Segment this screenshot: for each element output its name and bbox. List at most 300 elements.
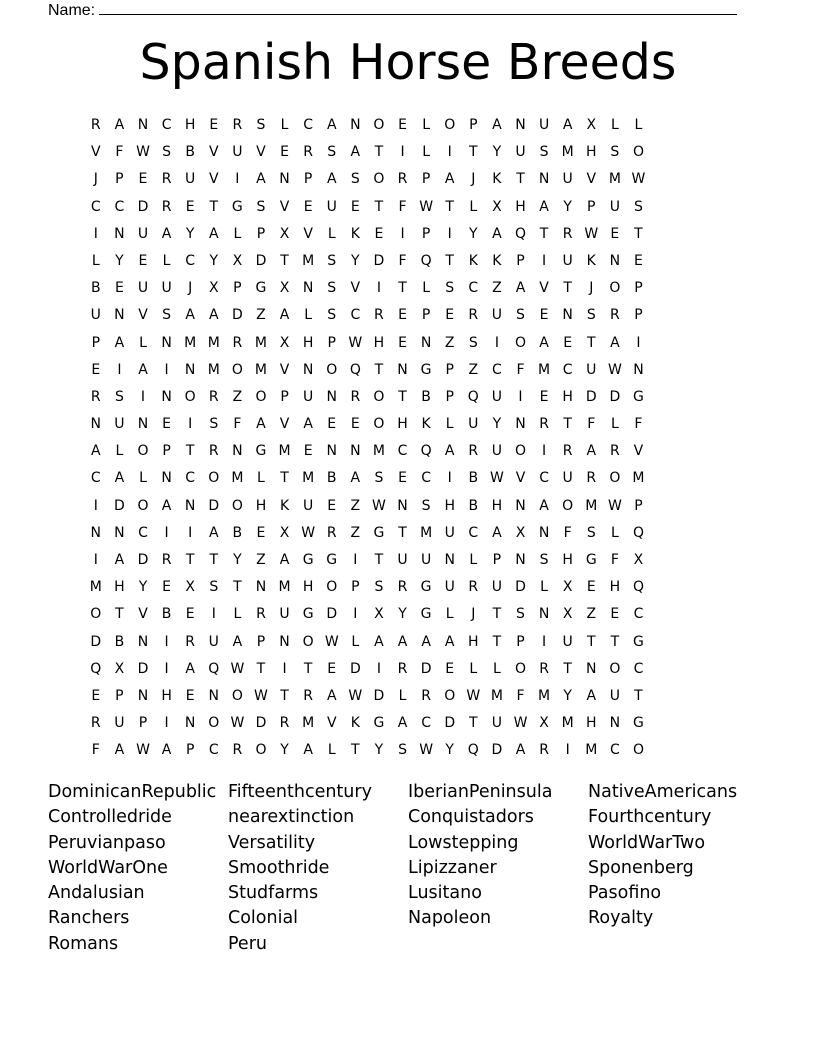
grid-letter[interactable]: R [397, 579, 408, 596]
grid-letter[interactable]: A [138, 361, 148, 378]
grid-letter[interactable]: B [468, 497, 479, 514]
grid-letter[interactable]: K [350, 715, 360, 732]
grid-letter[interactable]: M [585, 497, 598, 514]
grid-letter[interactable]: P [256, 633, 266, 650]
grid-letter[interactable]: A [91, 443, 101, 460]
grid-letter[interactable]: O [231, 687, 243, 704]
grid-letter[interactable]: A [161, 742, 172, 759]
grid-letter[interactable]: C [208, 742, 219, 759]
grid-letter[interactable]: A [303, 416, 313, 433]
grid-letter[interactable]: R [586, 470, 597, 487]
grid-letter[interactable]: R [161, 552, 172, 568]
grid-letter[interactable]: R [208, 388, 219, 405]
grid-letter[interactable]: A [208, 225, 219, 242]
grid-letter[interactable]: N [397, 361, 408, 378]
grid-letter[interactable]: N [184, 715, 196, 732]
grid-letter[interactable]: N [161, 470, 172, 487]
grid-letter[interactable]: V [303, 225, 313, 242]
grid-letter[interactable]: V [326, 715, 337, 732]
grid-letter[interactable]: Y [209, 252, 219, 269]
grid-letter[interactable]: U [538, 117, 550, 133]
grid-letter[interactable]: K [586, 252, 596, 269]
grid-letter[interactable]: H [586, 144, 597, 161]
grid-letter[interactable]: H [491, 497, 503, 514]
grid-letter[interactable]: S [586, 307, 596, 324]
grid-letter[interactable]: N [538, 524, 550, 541]
grid-letter[interactable]: W [301, 524, 316, 541]
grid-letter[interactable]: A [515, 280, 526, 297]
grid-letter[interactable]: H [397, 416, 408, 433]
grid-letter[interactable]: E [445, 660, 455, 677]
grid-letter[interactable]: L [327, 225, 336, 242]
grid-letter[interactable]: Q [632, 524, 644, 541]
grid-letter[interactable]: M [585, 742, 598, 759]
grid-letter[interactable]: R [232, 742, 243, 759]
grid-letter[interactable]: G [420, 579, 432, 596]
grid-letter[interactable]: E [185, 687, 195, 704]
grid-letter[interactable]: Z [444, 334, 455, 351]
grid-letter[interactable]: V [138, 307, 148, 324]
grid-letter[interactable]: A [114, 552, 125, 568]
grid-letter[interactable]: R [562, 443, 573, 460]
grid-letter[interactable]: L [115, 443, 124, 460]
grid-letter[interactable]: U [562, 633, 573, 650]
grid-letter[interactable]: E [398, 334, 407, 351]
grid-letter[interactable]: P [516, 633, 525, 650]
grid-letter[interactable]: G [373, 715, 385, 732]
grid-letter[interactable]: B [114, 633, 125, 650]
grid-letter[interactable]: N [90, 524, 102, 541]
grid-letter[interactable]: P [469, 117, 478, 133]
grid-letter[interactable]: C [468, 280, 479, 297]
grid-letter[interactable]: X [562, 606, 573, 623]
grid-letter[interactable]: W [136, 144, 150, 161]
grid-letter[interactable]: S [256, 117, 266, 133]
grid-letter[interactable]: I [353, 552, 358, 568]
grid-letter[interactable]: L [327, 742, 336, 759]
grid-letter[interactable]: A [114, 742, 125, 759]
grid-letter[interactable]: N [515, 552, 526, 568]
grid-letter[interactable]: E [539, 388, 549, 405]
grid-letter[interactable]: D [137, 660, 149, 677]
grid-letter[interactable]: D [373, 252, 385, 269]
grid-letter[interactable]: X [279, 280, 290, 297]
grid-letter[interactable]: V [138, 606, 148, 623]
grid-letter[interactable]: H [562, 552, 573, 568]
grid-letter[interactable]: U [609, 687, 620, 704]
grid-letter[interactable]: A [586, 687, 597, 704]
grid-letter[interactable]: B [90, 280, 101, 297]
grid-letter[interactable]: S [327, 144, 337, 161]
grid-letter[interactable]: N [137, 633, 149, 650]
grid-letter[interactable]: U [114, 715, 125, 732]
grid-letter[interactable]: G [255, 443, 267, 460]
grid-letter[interactable]: Q [514, 225, 526, 242]
grid-letter[interactable]: N [586, 660, 597, 677]
grid-letter[interactable]: L [610, 416, 619, 433]
grid-letter[interactable]: O [444, 117, 456, 133]
grid-letter[interactable]: N [326, 443, 337, 460]
grid-letter[interactable]: S [350, 171, 360, 188]
grid-letter[interactable]: P [115, 171, 124, 188]
grid-letter[interactable]: A [114, 334, 125, 351]
grid-letter[interactable]: U [491, 579, 503, 596]
grid-letter[interactable]: G [373, 524, 385, 541]
grid-letter[interactable]: J [589, 280, 594, 297]
grid-letter[interactable]: L [445, 606, 454, 623]
grid-letter[interactable]: H [302, 334, 314, 351]
grid-letter[interactable]: I [494, 334, 499, 351]
grid-letter[interactable]: N [161, 334, 172, 351]
grid-letter[interactable]: S [162, 144, 172, 161]
grid-letter[interactable]: A [397, 715, 408, 732]
grid-letter[interactable]: U [397, 552, 408, 568]
grid-letter[interactable]: T [256, 660, 266, 677]
grid-letter[interactable]: X [539, 715, 549, 732]
grid-letter[interactable]: O [514, 660, 526, 677]
grid-letter[interactable]: T [610, 633, 620, 650]
grid-letter[interactable]: B [232, 524, 243, 541]
grid-letter[interactable]: R [468, 579, 479, 596]
grid-letter[interactable]: S [539, 552, 549, 568]
grid-letter[interactable]: Y [563, 198, 572, 215]
grid-letter[interactable]: M [207, 334, 220, 351]
grid-letter[interactable]: C [90, 198, 101, 215]
grid-letter[interactable]: A [492, 524, 502, 541]
grid-letter[interactable]: D [255, 715, 267, 732]
grid-letter[interactable]: L [91, 252, 100, 269]
grid-letter[interactable]: R [350, 388, 361, 405]
grid-letter[interactable]: H [562, 388, 573, 405]
grid-letter[interactable]: N [350, 443, 361, 460]
grid-letter[interactable]: N [633, 361, 644, 378]
grid-letter[interactable]: S [374, 470, 384, 487]
grid-letter[interactable]: P [115, 687, 124, 704]
grid-letter[interactable]: I [542, 633, 547, 650]
grid-letter[interactable]: G [326, 552, 338, 568]
grid-letter[interactable]: G [231, 198, 243, 215]
grid-letter[interactable]: M [490, 687, 503, 704]
grid-letter[interactable]: B [468, 470, 479, 487]
grid-letter[interactable]: O [302, 633, 314, 650]
grid-letter[interactable]: N [114, 225, 125, 242]
grid-letter[interactable]: A [562, 117, 573, 133]
grid-letter[interactable]: U [326, 198, 337, 215]
grid-letter[interactable]: A [444, 443, 455, 460]
grid-letter[interactable]: P [421, 225, 431, 242]
grid-letter[interactable]: Y [138, 579, 148, 596]
grid-letter[interactable]: W [419, 742, 434, 759]
grid-letter[interactable]: X [633, 552, 644, 568]
grid-letter[interactable]: I [447, 470, 452, 487]
grid-letter[interactable]: U [491, 443, 503, 460]
grid-letter[interactable]: L [422, 280, 431, 297]
grid-letter[interactable]: R [90, 715, 101, 732]
grid-letter[interactable]: V [279, 361, 290, 378]
grid-letter[interactable]: Q [420, 252, 432, 269]
grid-letter[interactable]: N [302, 280, 314, 297]
grid-letter[interactable]: E [162, 579, 171, 596]
grid-letter[interactable]: M [632, 470, 645, 487]
grid-letter[interactable]: Y [492, 144, 502, 161]
grid-letter[interactable]: L [233, 225, 242, 242]
grid-letter[interactable]: N [562, 307, 573, 324]
grid-letter[interactable]: U [562, 171, 573, 188]
grid-letter[interactable]: L [492, 660, 501, 677]
grid-letter[interactable]: N [397, 497, 408, 514]
grid-letter[interactable]: K [421, 416, 431, 433]
grid-letter[interactable]: T [233, 579, 242, 596]
grid-letter[interactable]: T [351, 742, 360, 759]
grid-letter[interactable]: R [539, 660, 549, 677]
grid-letter[interactable]: R [232, 117, 243, 133]
grid-letter[interactable]: X [185, 579, 195, 596]
grid-letter[interactable]: E [398, 117, 407, 133]
grid-letter[interactable]: L [540, 579, 548, 596]
grid-letter[interactable]: A [256, 171, 266, 188]
grid-letter[interactable]: T [469, 144, 478, 161]
grid-letter[interactable]: O [373, 388, 385, 405]
grid-letter[interactable]: V [256, 144, 266, 161]
grid-letter[interactable]: L [422, 144, 431, 161]
grid-letter[interactable]: R [468, 307, 479, 324]
grid-letter[interactable]: X [562, 579, 573, 596]
grid-letter[interactable]: P [445, 388, 454, 405]
grid-letter[interactable]: O [632, 144, 644, 161]
grid-letter[interactable]: M [302, 470, 315, 487]
grid-letter[interactable]: Y [185, 225, 195, 242]
grid-letter[interactable]: V [539, 280, 549, 297]
grid-letter[interactable]: I [636, 334, 641, 351]
grid-letter[interactable]: K [492, 252, 502, 269]
grid-letter[interactable]: M [89, 579, 102, 596]
grid-letter[interactable]: C [633, 606, 644, 623]
grid-letter[interactable]: E [350, 416, 360, 433]
grid-letter[interactable]: C [421, 470, 431, 487]
grid-letter[interactable]: O [137, 443, 149, 460]
grid-letter[interactable]: D [373, 687, 385, 704]
grid-letter[interactable]: V [208, 171, 219, 188]
grid-letter[interactable]: X [374, 606, 384, 623]
grid-letter[interactable]: S [634, 198, 643, 215]
grid-letter[interactable]: W [324, 633, 339, 650]
grid-letter[interactable]: G [302, 606, 314, 623]
grid-letter[interactable]: M [278, 443, 291, 460]
grid-letter[interactable]: D [585, 388, 597, 405]
grid-letter[interactable]: F [233, 416, 242, 433]
grid-letter[interactable]: F [91, 742, 100, 759]
grid-letter[interactable]: W [489, 470, 504, 487]
grid-letter[interactable]: S [327, 307, 337, 324]
grid-letter[interactable]: O [326, 579, 338, 596]
grid-letter[interactable]: W [348, 334, 363, 351]
grid-letter[interactable]: W [584, 225, 599, 242]
grid-letter[interactable]: A [350, 470, 361, 487]
grid-letter[interactable]: K [350, 225, 360, 242]
grid-letter[interactable]: R [90, 388, 101, 405]
grid-letter[interactable]: U [232, 144, 243, 161]
grid-letter[interactable]: W [607, 497, 622, 514]
grid-letter[interactable]: E [91, 687, 101, 704]
grid-letter[interactable]: J [471, 171, 476, 188]
grid-letter[interactable]: N [137, 416, 149, 433]
grid-letter[interactable]: E [303, 443, 313, 460]
grid-letter[interactable]: R [562, 225, 573, 242]
grid-letter[interactable]: N [609, 715, 621, 732]
grid-letter[interactable]: N [279, 171, 290, 188]
grid-letter[interactable]: L [257, 470, 265, 487]
grid-letter[interactable]: J [188, 280, 193, 297]
grid-letter[interactable]: E [162, 416, 171, 433]
grid-letter[interactable]: C [562, 361, 573, 378]
grid-letter[interactable]: E [398, 307, 407, 324]
grid-letter[interactable]: R [185, 633, 196, 650]
grid-letter[interactable]: T [374, 552, 384, 568]
grid-letter[interactable]: O [562, 497, 574, 514]
grid-letter[interactable]: P [492, 552, 502, 568]
grid-letter[interactable]: R [90, 117, 101, 133]
grid-letter[interactable]: Y [351, 252, 360, 269]
grid-letter[interactable]: N [208, 687, 219, 704]
grid-letter[interactable]: D [491, 742, 503, 759]
grid-letter[interactable]: N [114, 524, 125, 541]
grid-letter[interactable]: O [90, 606, 102, 623]
grid-letter[interactable]: R [374, 307, 384, 324]
grid-letter[interactable]: C [114, 198, 125, 215]
grid-letter[interactable]: I [542, 252, 547, 269]
grid-letter[interactable]: I [353, 606, 358, 623]
grid-letter[interactable]: T [209, 552, 219, 568]
grid-letter[interactable]: N [90, 416, 102, 433]
grid-letter[interactable]: T [398, 524, 407, 541]
grid-letter[interactable]: W [254, 687, 268, 704]
grid-letter[interactable]: K [279, 497, 290, 514]
grid-letter[interactable]: D [326, 606, 338, 623]
grid-letter[interactable]: N [326, 388, 337, 405]
grid-letter[interactable]: O [514, 334, 526, 351]
grid-letter[interactable]: X [586, 117, 597, 133]
grid-letter[interactable]: R [303, 144, 313, 161]
grid-letter[interactable]: D [349, 660, 361, 677]
grid-letter[interactable]: D [137, 198, 149, 215]
grid-letter[interactable]: F [610, 552, 619, 568]
grid-letter[interactable]: N [184, 361, 196, 378]
grid-letter[interactable]: I [376, 660, 381, 677]
grid-letter[interactable]: E [586, 579, 596, 596]
grid-letter[interactable]: E [610, 225, 620, 242]
grid-letter[interactable]: N [515, 117, 526, 133]
grid-letter[interactable]: A [279, 552, 290, 568]
grid-letter[interactable]: A [610, 334, 620, 351]
grid-letter[interactable]: E [374, 225, 384, 242]
grid-letter[interactable]: P [233, 280, 242, 297]
grid-letter[interactable]: C [609, 742, 620, 759]
grid-letter[interactable]: T [303, 660, 313, 677]
grid-letter[interactable]: U [491, 715, 503, 732]
grid-letter[interactable]: K [468, 252, 478, 269]
grid-letter[interactable]: K [492, 171, 502, 188]
grid-letter[interactable]: G [255, 280, 267, 297]
grid-letter[interactable]: W [607, 361, 622, 378]
grid-letter[interactable]: Z [586, 606, 597, 623]
grid-letter[interactable]: E [327, 416, 337, 433]
grid-letter[interactable]: O [208, 715, 220, 732]
grid-letter[interactable]: C [350, 307, 361, 324]
grid-letter[interactable]: U [586, 361, 597, 378]
grid-letter[interactable]: L [469, 552, 478, 568]
grid-letter[interactable]: I [93, 552, 98, 568]
grid-letter[interactable]: M [561, 715, 574, 732]
grid-letter[interactable]: A [586, 443, 597, 460]
grid-letter[interactable]: I [565, 742, 570, 759]
grid-letter[interactable]: C [90, 470, 101, 487]
grid-letter[interactable]: L [422, 117, 431, 133]
grid-letter[interactable]: T [115, 606, 124, 623]
grid-letter[interactable]: M [302, 715, 315, 732]
grid-letter[interactable]: R [161, 171, 172, 188]
grid-letter[interactable]: M [302, 252, 315, 269]
grid-letter[interactable]: C [633, 660, 644, 677]
grid-letter[interactable]: S [114, 388, 124, 405]
grid-letter[interactable]: Z [256, 307, 266, 324]
grid-letter[interactable]: U [444, 524, 455, 541]
grid-letter[interactable]: H [586, 715, 597, 732]
grid-letter[interactable]: G [633, 633, 644, 650]
grid-letter[interactable]: E [91, 361, 101, 378]
grid-letter[interactable]: V [91, 144, 101, 161]
grid-letter[interactable]: Q [467, 388, 479, 405]
grid-letter[interactable]: U [420, 552, 432, 568]
grid-letter[interactable]: F [587, 416, 596, 433]
grid-letter[interactable]: G [302, 552, 314, 568]
grid-letter[interactable]: P [421, 171, 431, 188]
grid-letter[interactable]: H [373, 334, 385, 351]
grid-letter[interactable]: F [516, 361, 525, 378]
grid-letter[interactable]: T [634, 687, 643, 704]
grid-letter[interactable]: M [184, 334, 197, 351]
grid-letter[interactable]: N [255, 579, 267, 596]
grid-letter[interactable]: E [563, 334, 573, 351]
grid-letter[interactable]: U [444, 579, 455, 596]
grid-letter[interactable]: P [162, 443, 171, 460]
grid-letter[interactable]: A [114, 470, 125, 487]
grid-letter[interactable]: I [235, 171, 240, 188]
grid-letter[interactable]: I [188, 416, 193, 433]
grid-letter[interactable]: T [469, 715, 478, 732]
grid-letter[interactable]: P [327, 334, 336, 351]
grid-letter[interactable]: T [634, 225, 643, 242]
grid-letter[interactable]: P [280, 388, 289, 405]
grid-letter[interactable]: I [518, 388, 523, 405]
grid-letter[interactable]: C [421, 715, 431, 732]
grid-letter[interactable]: T [445, 198, 454, 215]
grid-letter[interactable]: M [207, 361, 220, 378]
grid-letter[interactable]: I [93, 497, 98, 514]
grid-letter[interactable]: Y [374, 742, 384, 759]
grid-letter[interactable]: T [185, 443, 195, 460]
grid-letter[interactable]: T [492, 633, 502, 650]
grid-letter[interactable]: H [302, 579, 314, 596]
grid-letter[interactable]: W [631, 171, 646, 188]
grid-letter[interactable]: N [232, 443, 243, 460]
grid-letter[interactable]: E [350, 198, 360, 215]
grid-letter[interactable]: U [208, 633, 219, 650]
grid-letter[interactable]: L [398, 687, 407, 704]
grid-letter[interactable]: Q [467, 742, 479, 759]
grid-letter[interactable]: L [280, 117, 289, 133]
grid-letter[interactable]: X [279, 524, 290, 541]
grid-letter[interactable]: I [211, 606, 216, 623]
